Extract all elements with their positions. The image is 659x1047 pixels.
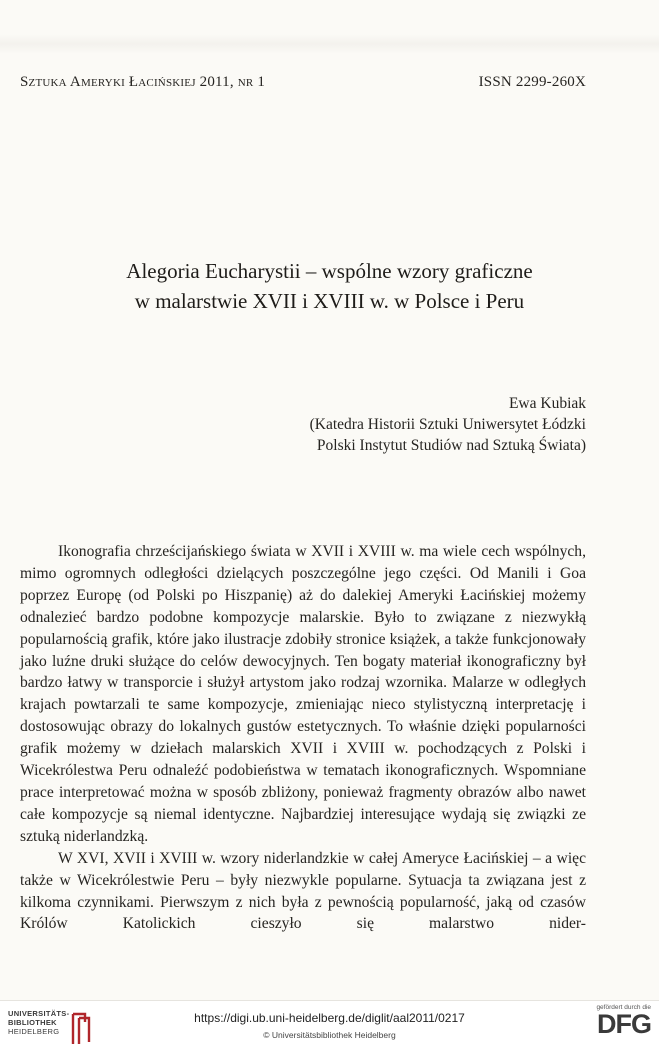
library-name-line-3: HEIDELBERG: [8, 1027, 60, 1036]
dfg-wordmark: DFG: [597, 1009, 651, 1039]
author-affiliation-2: Polski Instytut Studiów nad Sztuką Świata): [316, 437, 586, 454]
author-block: [310, 393, 586, 456]
dfg-logo[interactable]: [596, 1004, 651, 1037]
library-name-line-1: UNIVERSITÄTS-: [8, 1009, 70, 1018]
title-line-2: w malarstwie XVII i XVIII w. w Polsce i Peru: [134, 289, 525, 313]
paragraph-1: Ikonografia chrześcijańskiego świata w XVII i XVIII w. ma wiele cech wspólnych, mimo ogromnych odległości dzielących poszczególne jego części. Od Manili i Goa poprzez Europę (od Polski po Hiszpanię) aż do dalekiej Ameryki Łacińskiej możemy odnalezieć bardzo podobne kompozycje malarskie. Było to związane z niezwykłą popularnością grafik, które jako ilustracje zdobiły stronice książek, a także funkcjonowały jako luźne druki służące do celów dewocyjnych. Ten bogaty materiał ikonograficzny był bardzo łatwy w transporcie i służył artystom jako rodzaj wzornika. Malarze w odległych krajach powtarzali te same kompozycje, zmieniając nieco stylistyczną interpretację i dostosowując obrazy do lokalnych gustów estetycznych. To właśnie dzięki popularności grafik możemy w dziełach malarskich XVII i XVIII w. pochodzących z Polski i Wicekrólestwa Peru odnaleźć podobieństwa w tematach ikonograficznych. Wspomniane prace interpretować można w sposób zbliżony, ponieważ fragmenty obrazów albo nawet całe kompozycje są niemal identyczne. Najbardziej interesujące wydają się związki ze sztuką niderlandzką.: [20, 543, 586, 845]
article-body: [20, 541, 586, 935]
author-name: Ewa Kubiak: [508, 395, 586, 412]
paragraph-2: W XVI, XVII i XVIII w. wzory niderlandzkie w całej Ameryce Łacińskiej – a więc także w Wicekrólestwie Peru – były niezwykle popularne. Sytuacja ta związana jest z kilkoma czynnikami. Pierwszym z nich była z pewnością popularność, jaką od czasów Królów Katolickich cieszyło się malarstwo nider-: [20, 849, 586, 933]
dfg-caption: gefördert durch die: [596, 1004, 651, 1011]
issn: ISSN 2299-260X: [478, 74, 586, 90]
title-line-1: Alegoria Eucharystii – wspólne wzory graficzne: [126, 259, 533, 283]
show-through-band: [0, 34, 659, 54]
permalink-url[interactable]: https://digi.ub.uni-heidelberg.de/diglit/aal2011/0217: [194, 1011, 465, 1025]
copyright-notice: © Universitätsbibliothek Heidelberg: [263, 1030, 396, 1040]
author-affiliation-1: (Katedra Historii Sztuki Uniwersytet Łódzki: [309, 416, 586, 433]
article-title: [0, 256, 659, 316]
journal-name: Sztuka Ameryki Łacińskiej 2011, nr 1: [20, 74, 266, 90]
footer-bar: [0, 1000, 659, 1047]
library-name-line-2: BIBLIOTHEK: [8, 1018, 57, 1027]
